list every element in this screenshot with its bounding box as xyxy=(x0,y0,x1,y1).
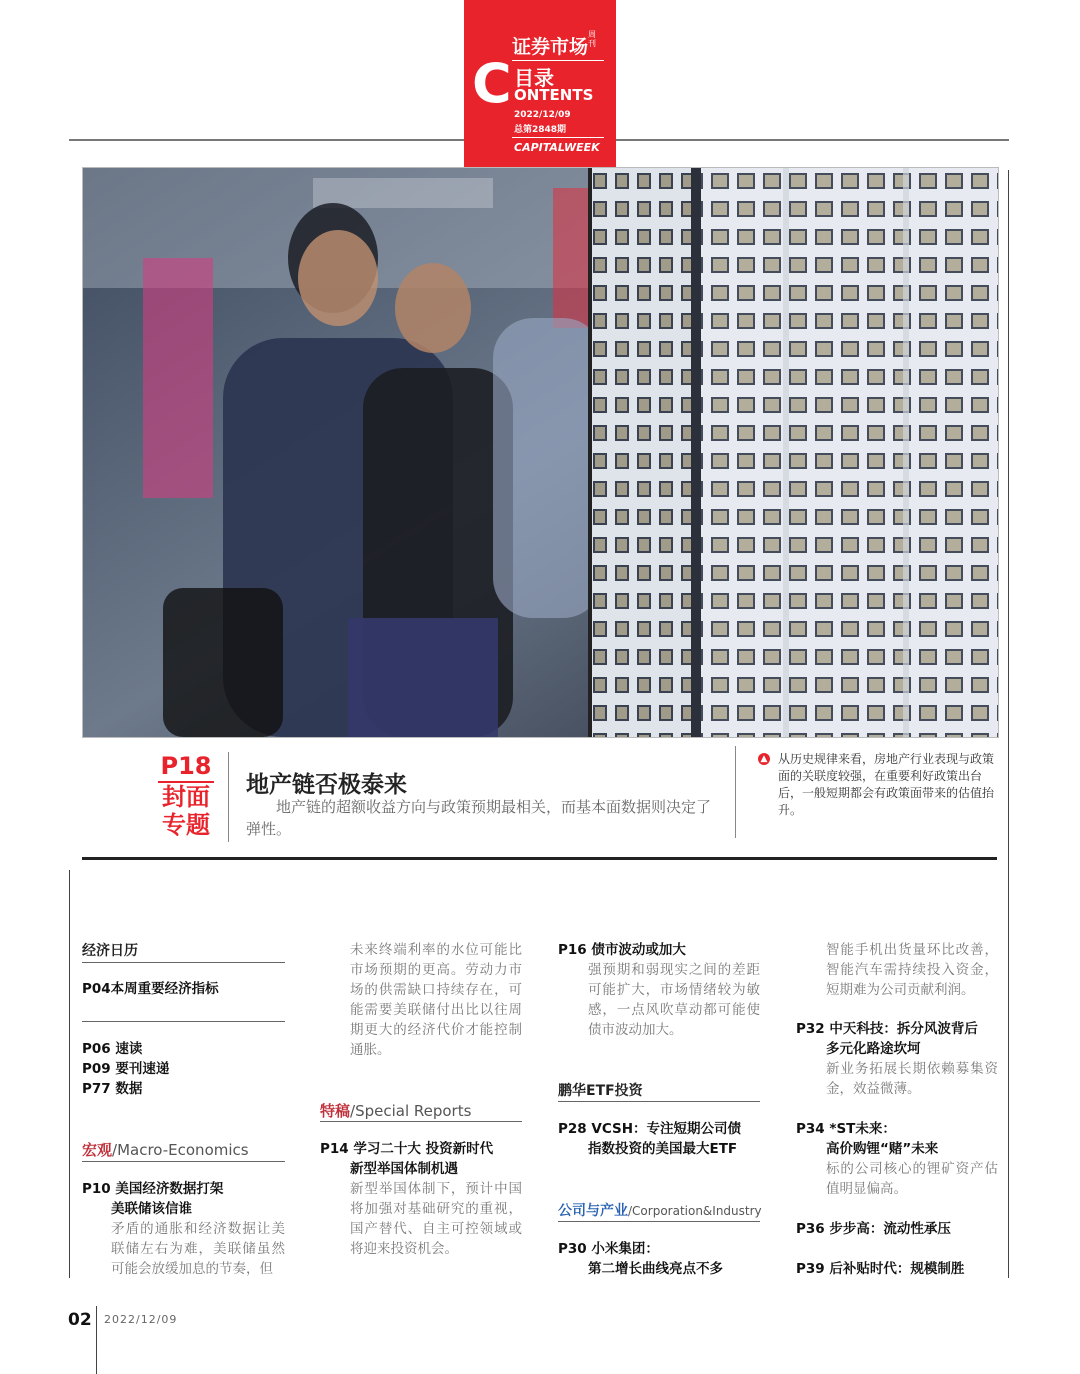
section-special-reports xyxy=(320,1100,471,1121)
toc-item-p16-body: 强预期和弱现实之间的差距可能扩大，市场情绪较为敏感，一点风吹草动都可能使债市波动加大。 xyxy=(588,962,760,1038)
badge-rule-top xyxy=(512,60,604,61)
feature-page-number: P18 xyxy=(158,752,214,783)
section-corp-en: /Corporation&Industry xyxy=(628,1204,762,1218)
toc-item-p32-body: 新业务拓展长期依赖募集资金，效益微薄。 xyxy=(826,1061,998,1097)
toc-item-p77[interactable]: P77 数据 xyxy=(82,1081,143,1097)
cover-photo xyxy=(82,167,999,738)
arrow-up-icon: ▲ xyxy=(758,753,770,765)
toc-item-p10-sub[interactable]: 美联储该信谁 xyxy=(111,1201,192,1217)
section-economic-calendar: 经济日历 xyxy=(82,943,138,959)
contents-badge xyxy=(464,0,616,180)
toc-item-p30-body: 智能手机出货量环比改善，智能汽车需持续投入资金，短期难为公司贡献利润。 xyxy=(826,942,998,998)
toc-item-p34-body: 标的公司核心的锂矿资产估值明显偏高。 xyxy=(826,1161,998,1197)
brand-name: CAPITALWEEK xyxy=(514,141,600,154)
col1-rule-1 xyxy=(82,962,285,963)
toc-item-p28[interactable]: P28 VCSH：专注短期公司债 xyxy=(558,1121,742,1137)
col3-rule-1 xyxy=(558,1101,760,1102)
badge-rule-bottom xyxy=(512,137,604,138)
col3-rule-2 xyxy=(558,1221,760,1222)
contents-initial: C xyxy=(472,52,512,115)
toc-item-p30[interactable]: P30 小米集团： xyxy=(558,1241,659,1257)
feature-divider xyxy=(228,752,229,842)
toc-item-p14[interactable]: P14 学习二十大 投资新时代 xyxy=(320,1141,494,1157)
col1-rule-2 xyxy=(82,1021,285,1022)
footer-divider xyxy=(96,1306,97,1374)
toc-item-p06[interactable]: P06 速读 xyxy=(82,1041,143,1057)
page-edge-left xyxy=(69,870,70,1278)
toc-item-p10-body-cont: 未来终端利率的水位可能比市场预期的更高。劳动力市场的供需缺口持续存在，可能需要美联储付出比以往周期更大的经济代价才能控制通胀。 xyxy=(350,942,522,1058)
page-edge-right xyxy=(1008,170,1009,1278)
col2-rule-1 xyxy=(320,1121,522,1122)
section-macro-economics xyxy=(82,1139,249,1160)
toc-item-p32[interactable]: P32 中天科技：拆分风波背后 xyxy=(796,1021,978,1037)
section-special-en: /Special Reports xyxy=(350,1102,472,1120)
toc-item-p30-sub[interactable]: 第二增长曲线亮点不多 xyxy=(588,1261,723,1277)
col1-rule-3 xyxy=(82,1161,285,1162)
page-number: 02 xyxy=(68,1310,92,1330)
toc-item-p09[interactable]: P09 要刊速递 xyxy=(82,1061,170,1077)
photo-caption: 从历史规律来看，房地产行业表现与政策面的关联度较强，在重要利好政策出台后，一般短期都会有政策面带来的估值抬升。 xyxy=(778,752,995,817)
toc-item-p34[interactable]: P34 *ST未来： xyxy=(796,1121,896,1137)
toc-item-p34-sub[interactable]: 高价购锂“赌”未来 xyxy=(826,1141,939,1157)
toc-item-p39[interactable]: P39 后补贴时代：规模制胜 xyxy=(796,1261,965,1277)
feature-title[interactable]: 地产链否极泰来 xyxy=(246,771,407,798)
toc-item-p14-body: 新型举国体制下，预计中国将加强对基础研究的重视，国产替代、自主可控领域或将迎来投资机会。 xyxy=(350,1181,522,1257)
section-macro-cn: 宏观 xyxy=(82,1141,113,1159)
header-rule-right xyxy=(616,139,1009,141)
toc-item-p14-sub[interactable]: 新型举国体制机遇 xyxy=(350,1161,458,1177)
feature-page-tag xyxy=(158,752,214,839)
feature-label-2: 专题 xyxy=(162,810,210,839)
feature-label-1: 封面 xyxy=(162,782,210,811)
section-special-cn: 特稿 xyxy=(320,1102,351,1120)
toc-item-p16[interactable]: P16 债市波动或加大 xyxy=(558,942,686,958)
toc-item-p04[interactable]: P04本周重要经济指标 xyxy=(82,981,219,997)
issue-number: 总第2848期 xyxy=(514,125,567,135)
toc-item-p36[interactable]: P36 步步高：流动性承压 xyxy=(796,1221,951,1237)
magazine-weekly-label: 周刊 xyxy=(588,30,596,48)
toc-title-en: ONTENTS xyxy=(514,86,594,104)
section-corporation-industry xyxy=(558,1200,762,1220)
magazine-name: 证券市场 xyxy=(512,36,589,58)
section-macro-en: /Macro-Economics xyxy=(112,1141,249,1159)
section-corp-cn: 公司与产业 xyxy=(558,1203,628,1219)
issue-date: 2022/12/09 xyxy=(514,110,571,120)
toc-item-p10[interactable]: P10 美国经济数据打架 xyxy=(82,1181,224,1197)
footer-date: 2022/12/09 xyxy=(104,1313,178,1326)
caption-divider xyxy=(735,746,736,838)
toc-item-p28-sub[interactable]: 指数投资的美国最大ETF xyxy=(588,1141,738,1157)
toc-item-p10-body: 矛盾的通胀和经济数据让美联储左右为难，美联储虽然可能会放缓加息的节奏，但 xyxy=(111,1221,285,1277)
section-penghua-etf: 鹏华ETF投资 xyxy=(558,1083,643,1099)
toc-item-p32-sub[interactable]: 多元化路途坎坷 xyxy=(826,1041,921,1057)
feature-description: 地产链的超额收益方向与政策预期最相关，而基本面数据则决定了弹性。 xyxy=(246,798,712,838)
cover-photo-illustration xyxy=(83,168,998,737)
toc-title-cn: 目录 xyxy=(514,66,554,90)
feature-bottom-rule xyxy=(82,857,997,860)
header-rule-left xyxy=(69,139,464,141)
